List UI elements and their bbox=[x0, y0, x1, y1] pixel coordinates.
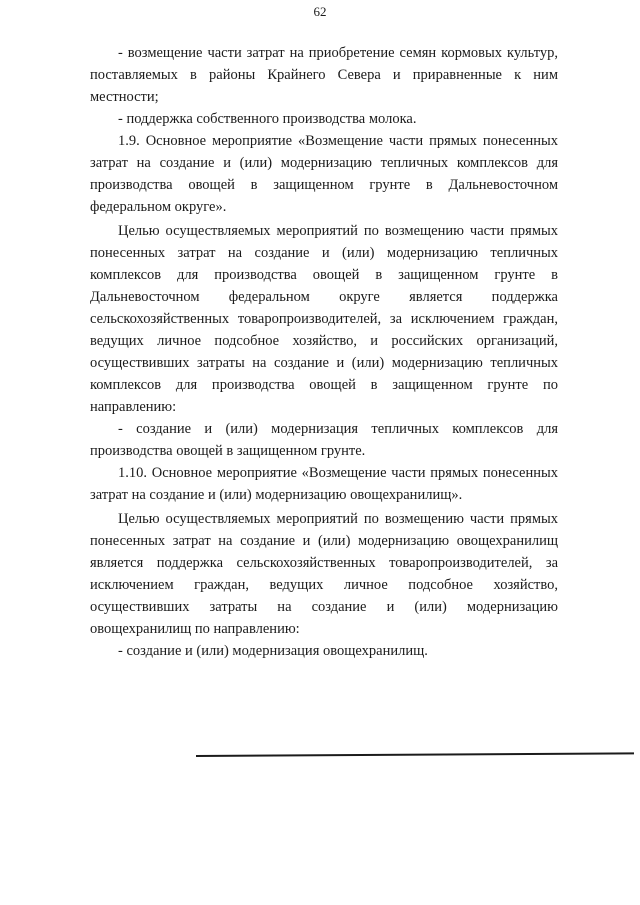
text-line: сельскохозяйственных товаропроизводителей, за исключением граждан, bbox=[90, 311, 558, 327]
text-line: осуществивших затраты на создание и (или) модернизацию bbox=[90, 599, 558, 615]
text-line: поставляемых в районы Крайнего Севера и приравненные к ним bbox=[90, 67, 558, 83]
text-line: - поддержка собственного производства молока. bbox=[118, 111, 417, 127]
text-line: Целью осуществляемых мероприятий по возмещению части прямых bbox=[118, 223, 558, 239]
text-line: 1.9. Основное мероприятие «Возмещение части прямых понесенных bbox=[118, 133, 558, 149]
text-line: комплексов для производства овощей в защищенном грунте по bbox=[90, 377, 558, 393]
text-line: осуществивших затраты на создание и (или) модернизацию тепличных bbox=[90, 355, 558, 371]
text-line: затрат на создание и (или) модернизацию тепличных комплексов для bbox=[90, 155, 558, 171]
text-line: комплексов для производства овощей в защищенном грунте в bbox=[90, 267, 558, 283]
text-line: федеральном округе». bbox=[90, 199, 227, 215]
text-line: исключением граждан, ведущих личное подсобное хозяйство, bbox=[90, 577, 558, 593]
text-line: овощехранилищ по направлению: bbox=[90, 621, 300, 637]
page-number: 62 bbox=[313, 4, 327, 19]
text-line: - возмещение части затрат на приобретение семян кормовых культур, bbox=[118, 45, 558, 61]
text-line: Целью осуществляемых мероприятий по возмещению части прямых bbox=[118, 511, 558, 527]
text-line: местности; bbox=[90, 89, 159, 105]
text-line: направлению: bbox=[90, 399, 177, 415]
text-line: - создание и (или) модернизация овощехранилищ. bbox=[118, 643, 428, 659]
text-line: понесенных затрат на создание и (или) модернизацию тепличных bbox=[90, 245, 558, 261]
text-line: производства овощей в защищенном грунте в Дальневосточном bbox=[90, 177, 558, 193]
text-line: 1.10. Основное мероприятие «Возмещение части прямых понесенных bbox=[118, 465, 558, 481]
text-line: - создание и (или) модернизация тепличных комплексов для bbox=[118, 421, 558, 437]
horizontal-rule bbox=[196, 752, 634, 757]
text-line: понесенных затрат на создание и (или) модернизацию овощехранилищ bbox=[90, 533, 558, 549]
text-line: затрат на создание и (или) модернизацию овощехранилищ». bbox=[90, 487, 463, 503]
text-line: Дальневосточном федеральном округе является поддержка bbox=[90, 289, 558, 305]
text-line: производства овощей в защищенном грунте. bbox=[90, 443, 366, 459]
text-line: ведущих личное подсобное хозяйство, и российских организаций, bbox=[90, 333, 558, 349]
text-line: является поддержка сельскохозяйственных товаропроизводителей, за bbox=[90, 555, 558, 571]
